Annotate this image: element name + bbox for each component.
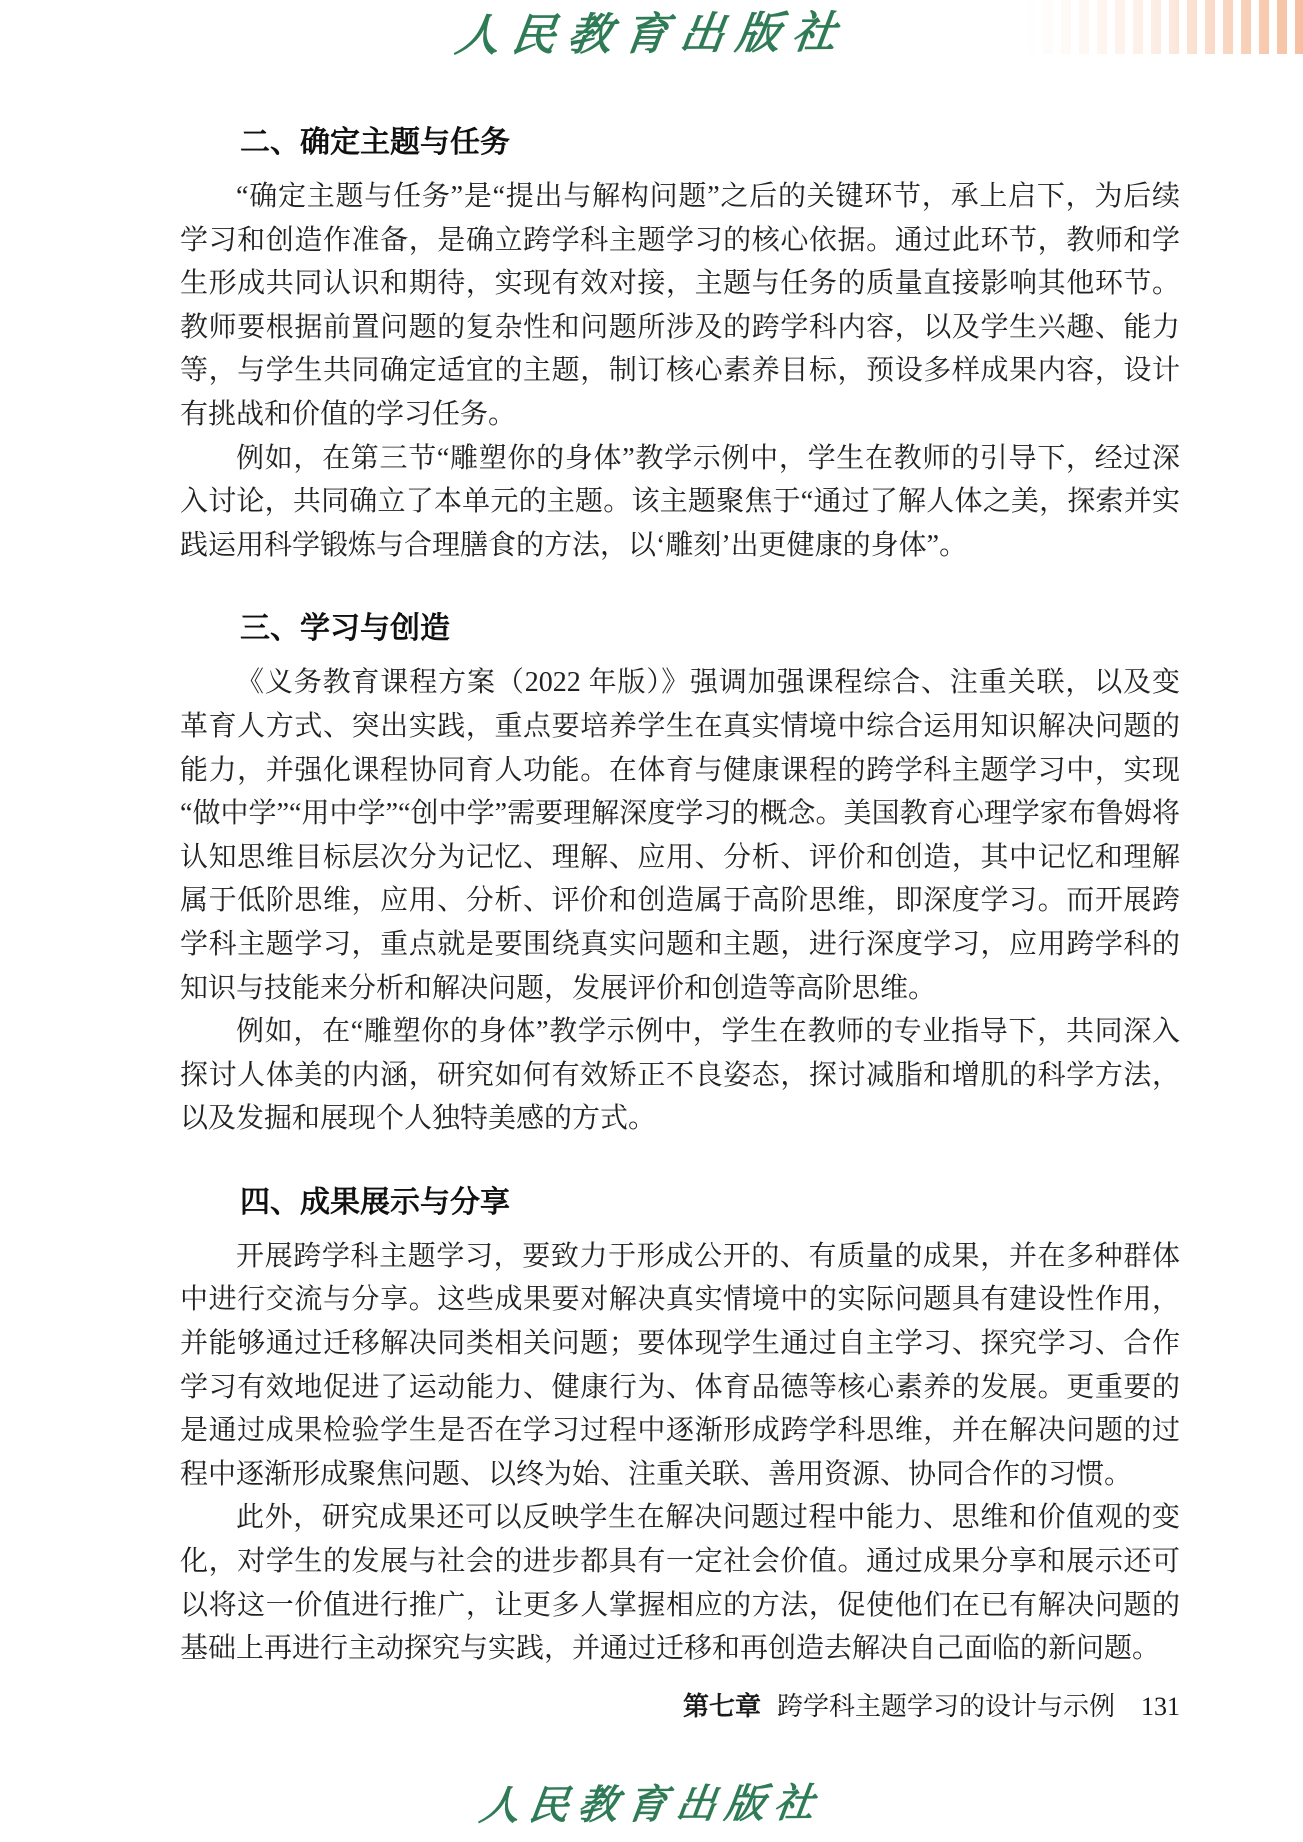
publisher-logo-bottom <box>0 1780 1303 1830</box>
chapter-label: 第七章 <box>682 1691 761 1721</box>
section-heading-theme-and-tasks: 二、确定主题与任务 <box>240 126 510 159</box>
section-heading-outcome-sharing: 四、成果展示与分享 <box>240 1185 510 1219</box>
body-paragraph: 例如，在“雕塑你的身体”教学示例中，学生在教师的专业指导下，共同深入探讨人体美的内涵，研究如何有效矫正不良姿态，探讨减脂和增肌的科学方法，以及发掘和展现个人独特美感的方式。 <box>180 1016 1180 1135</box>
body-paragraph: 例如，在第三节“雕塑你的身体”教学示例中，学生在教师的引导下，经过深入讨论，共同确立了本单元的主题。该主题聚焦于“通过了解人体之美，探索并实践运用科学锻炼与合理膳食的方法，以‘雕刻’出更健康的身体”。 <box>180 442 1180 561</box>
body-paragraph: 此外，研究成果还可以反映学生在解决问题过程中能力、思维和价值观的变化，对学生的发展与社会的进步都具有一定社会价值。通过成果分享和展示还可以将这一价值进行推广，让更多人掌握相应的方法，促使他们在已有解决问题的基础上再进行主动探究与实践，并通过迁移和再创造去解决自己面临的新问题。 <box>180 1502 1180 1665</box>
header-stripes-decoration <box>1025 0 1303 54</box>
publisher-logo-text: 人民教育出版社 <box>476 1779 827 1830</box>
page-header <box>0 0 1303 70</box>
body-paragraph: 《义务教育课程方案（2022 年版）》强调加强课程综合、注重关联，以及变革育人方式、突出实践，重点要培养学生在真实情境中综合运用知识解决问题的能力，并强化课程协同育人功能。在体育与健康课程的跨学科主题学习中，实现“做中学”“用中学”“创中学”需要理解深度学习的概念。美国教育心理学家布鲁姆将认知思维目标层次分为记忆、理解、应用、分析、评价和创造，其中记忆和理解属于低阶思维，应用、分析、评价和创造属于高阶思维，即深度学习。而开展跨学科主题学习，重点就是要围绕真实问题和主题，进行深度学习，应用跨学科的知识与技能来分析和解决问题，发展评价和创造等高阶思维。 <box>180 667 1180 1004</box>
body-paragraph: 开展跨学科主题学习，要致力于形成公开的、有质量的成果，并在多种群体中进行交流与分享。这些成果要对解决真实情境中的实际问题具有建设性作用，并能够通过迁移解决同类相关问题；要体现学生通过自主学习、探究学习、合作学习有效地促进了运动能力、健康行为、体育品德等核心素养的发展。更重要的是通过成果检验学生是否在学习过程中逐渐形成跨学科思维，并在解决问题的过程中逐渐形成聚焦问题、以终为始、注重关联、善用资源、协同合作的习惯。 <box>180 1240 1180 1490</box>
page-number: 131 <box>1141 1692 1180 1721</box>
section-heading-learning-and-creation: 三、学习与创造 <box>240 612 450 646</box>
body-paragraph: “确定主题与任务”是“提出与解构问题”之后的关键环节，承上启下，为后续学习和创造作准备，是确立跨学科主题学习的核心依据。通过此环节，教师和学生形成共同认识和期待，实现有效对接，主题与任务的质量直接影响其他环节。教师要根据前置问题的复杂性和问题所涉及的跨学科内容，以及学生兴趣、能力等，与学生共同确定适宜的主题，制订核心素养目标，预设多样成果内容，设计有挑战和价值的学习任务。 <box>180 181 1180 430</box>
page-footer <box>180 1690 1180 1723</box>
chapter-title: 跨学科主题学习的设计与示例 <box>776 1692 1115 1721</box>
publisher-logo-text: 人民教育出版社 <box>451 7 852 62</box>
page-content <box>180 125 1180 1671</box>
